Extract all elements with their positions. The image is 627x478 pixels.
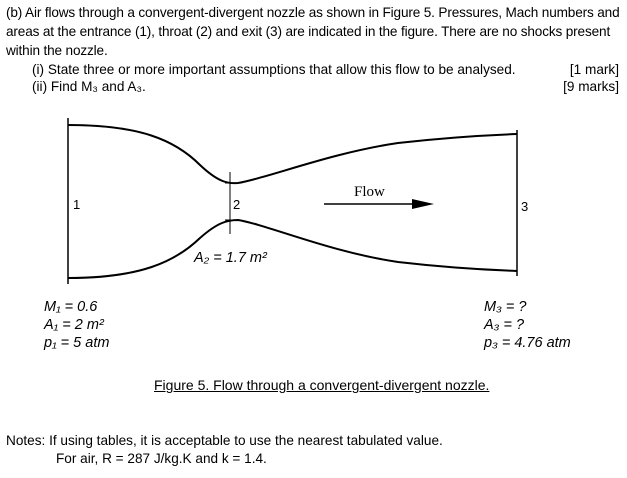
nozzle-lower-wall: [68, 220, 517, 278]
inlet-area-label: A₁ = 2 m²: [44, 317, 104, 333]
flow-arrow-head: [412, 199, 434, 209]
notes-line-2: For air, R = 287 J/kg.K and k = 1.4.: [56, 451, 267, 466]
nozzle-upper-wall: [68, 125, 517, 183]
inlet-pressure-label: p₁ = 5 atm: [44, 335, 110, 351]
exit-area-label: A₃ = ?: [484, 317, 525, 333]
exit-mach-label: M₃ = ?: [484, 299, 527, 315]
inlet-mach-label: M₁ = 0.6: [44, 299, 98, 315]
part-ii-marks: [9 marks]: [563, 79, 619, 94]
part-i-text: (i) State three or more important assumptions that allow this flow to be analysed.: [32, 62, 516, 77]
station-1-label: 1: [73, 197, 81, 212]
figure-caption: Figure 5. Flow through a convergent-divergent nozzle.: [154, 377, 490, 393]
question-text: (b) Air flows through a convergent-divergent nozzle as shown in Figure 5. Pressures, Mach numbers and areas at the entrance (1), throat (2) and exit (3) are indicated in the figure. There are no shocks present within the nozzle.: [6, 5, 620, 58]
exit-pressure-label: p₃ = 4.76 atm: [484, 335, 571, 351]
station-3-label: 3: [521, 199, 529, 214]
part-i-marks: [1 mark]: [569, 62, 619, 77]
flow-label: Flow: [354, 184, 385, 200]
notes-line-1: Notes: If using tables, it is acceptable to use the nearest tabulated value.: [6, 433, 443, 448]
part-ii-text: (ii) Find M₃ and A₃.: [32, 79, 146, 94]
station-2-label: 2: [233, 197, 241, 212]
throat-area-label: A₂ = 1.7 m²: [194, 250, 267, 266]
